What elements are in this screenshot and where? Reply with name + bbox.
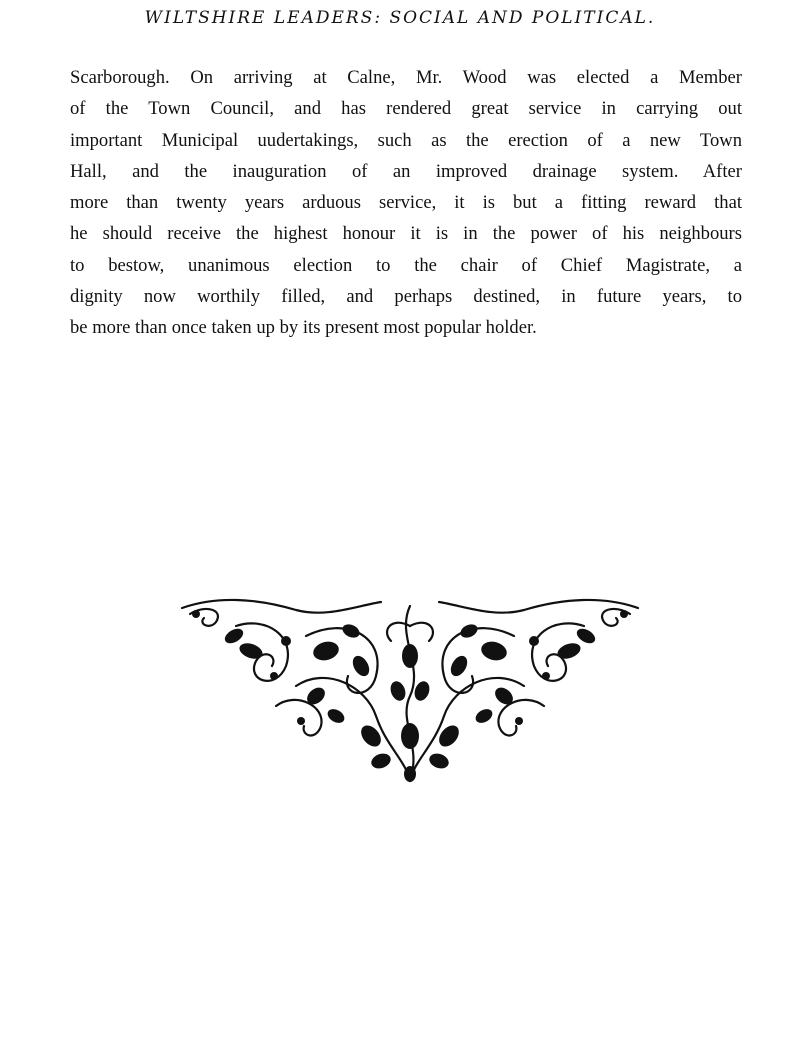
running-head: WILTSHIRE LEADERS: SOCIAL AND POLITICAL. [144, 8, 656, 28]
floral-tailpiece-icon [176, 596, 644, 786]
text-line: dignity now worthily filled, and perhaps destined, in future years, to [70, 286, 742, 308]
text-line: important Municipal uudertakings, such as the erection of a new Town [70, 129, 742, 151]
text-line: to bestow, unanimous election to the chair of Chief Magistrate, a [70, 254, 742, 276]
text-line: Scarborough. On arriving at Calne, Mr. Wood was elected a Member [70, 67, 742, 88]
text-line: more than twenty years arduous service, it is but a fitting reward that [70, 192, 742, 214]
text-line: Hall, and the inauguration of an improved drainage system. After [70, 160, 742, 182]
text-line: be more than once taken up by its present most popular holder. [70, 317, 537, 339]
text-line: he should receive the highest honour it is in the power of his neighbours [70, 223, 742, 245]
body-paragraph [70, 62, 742, 344]
text-line: of the Town Council, and has rendered great service in carrying out [70, 98, 742, 120]
